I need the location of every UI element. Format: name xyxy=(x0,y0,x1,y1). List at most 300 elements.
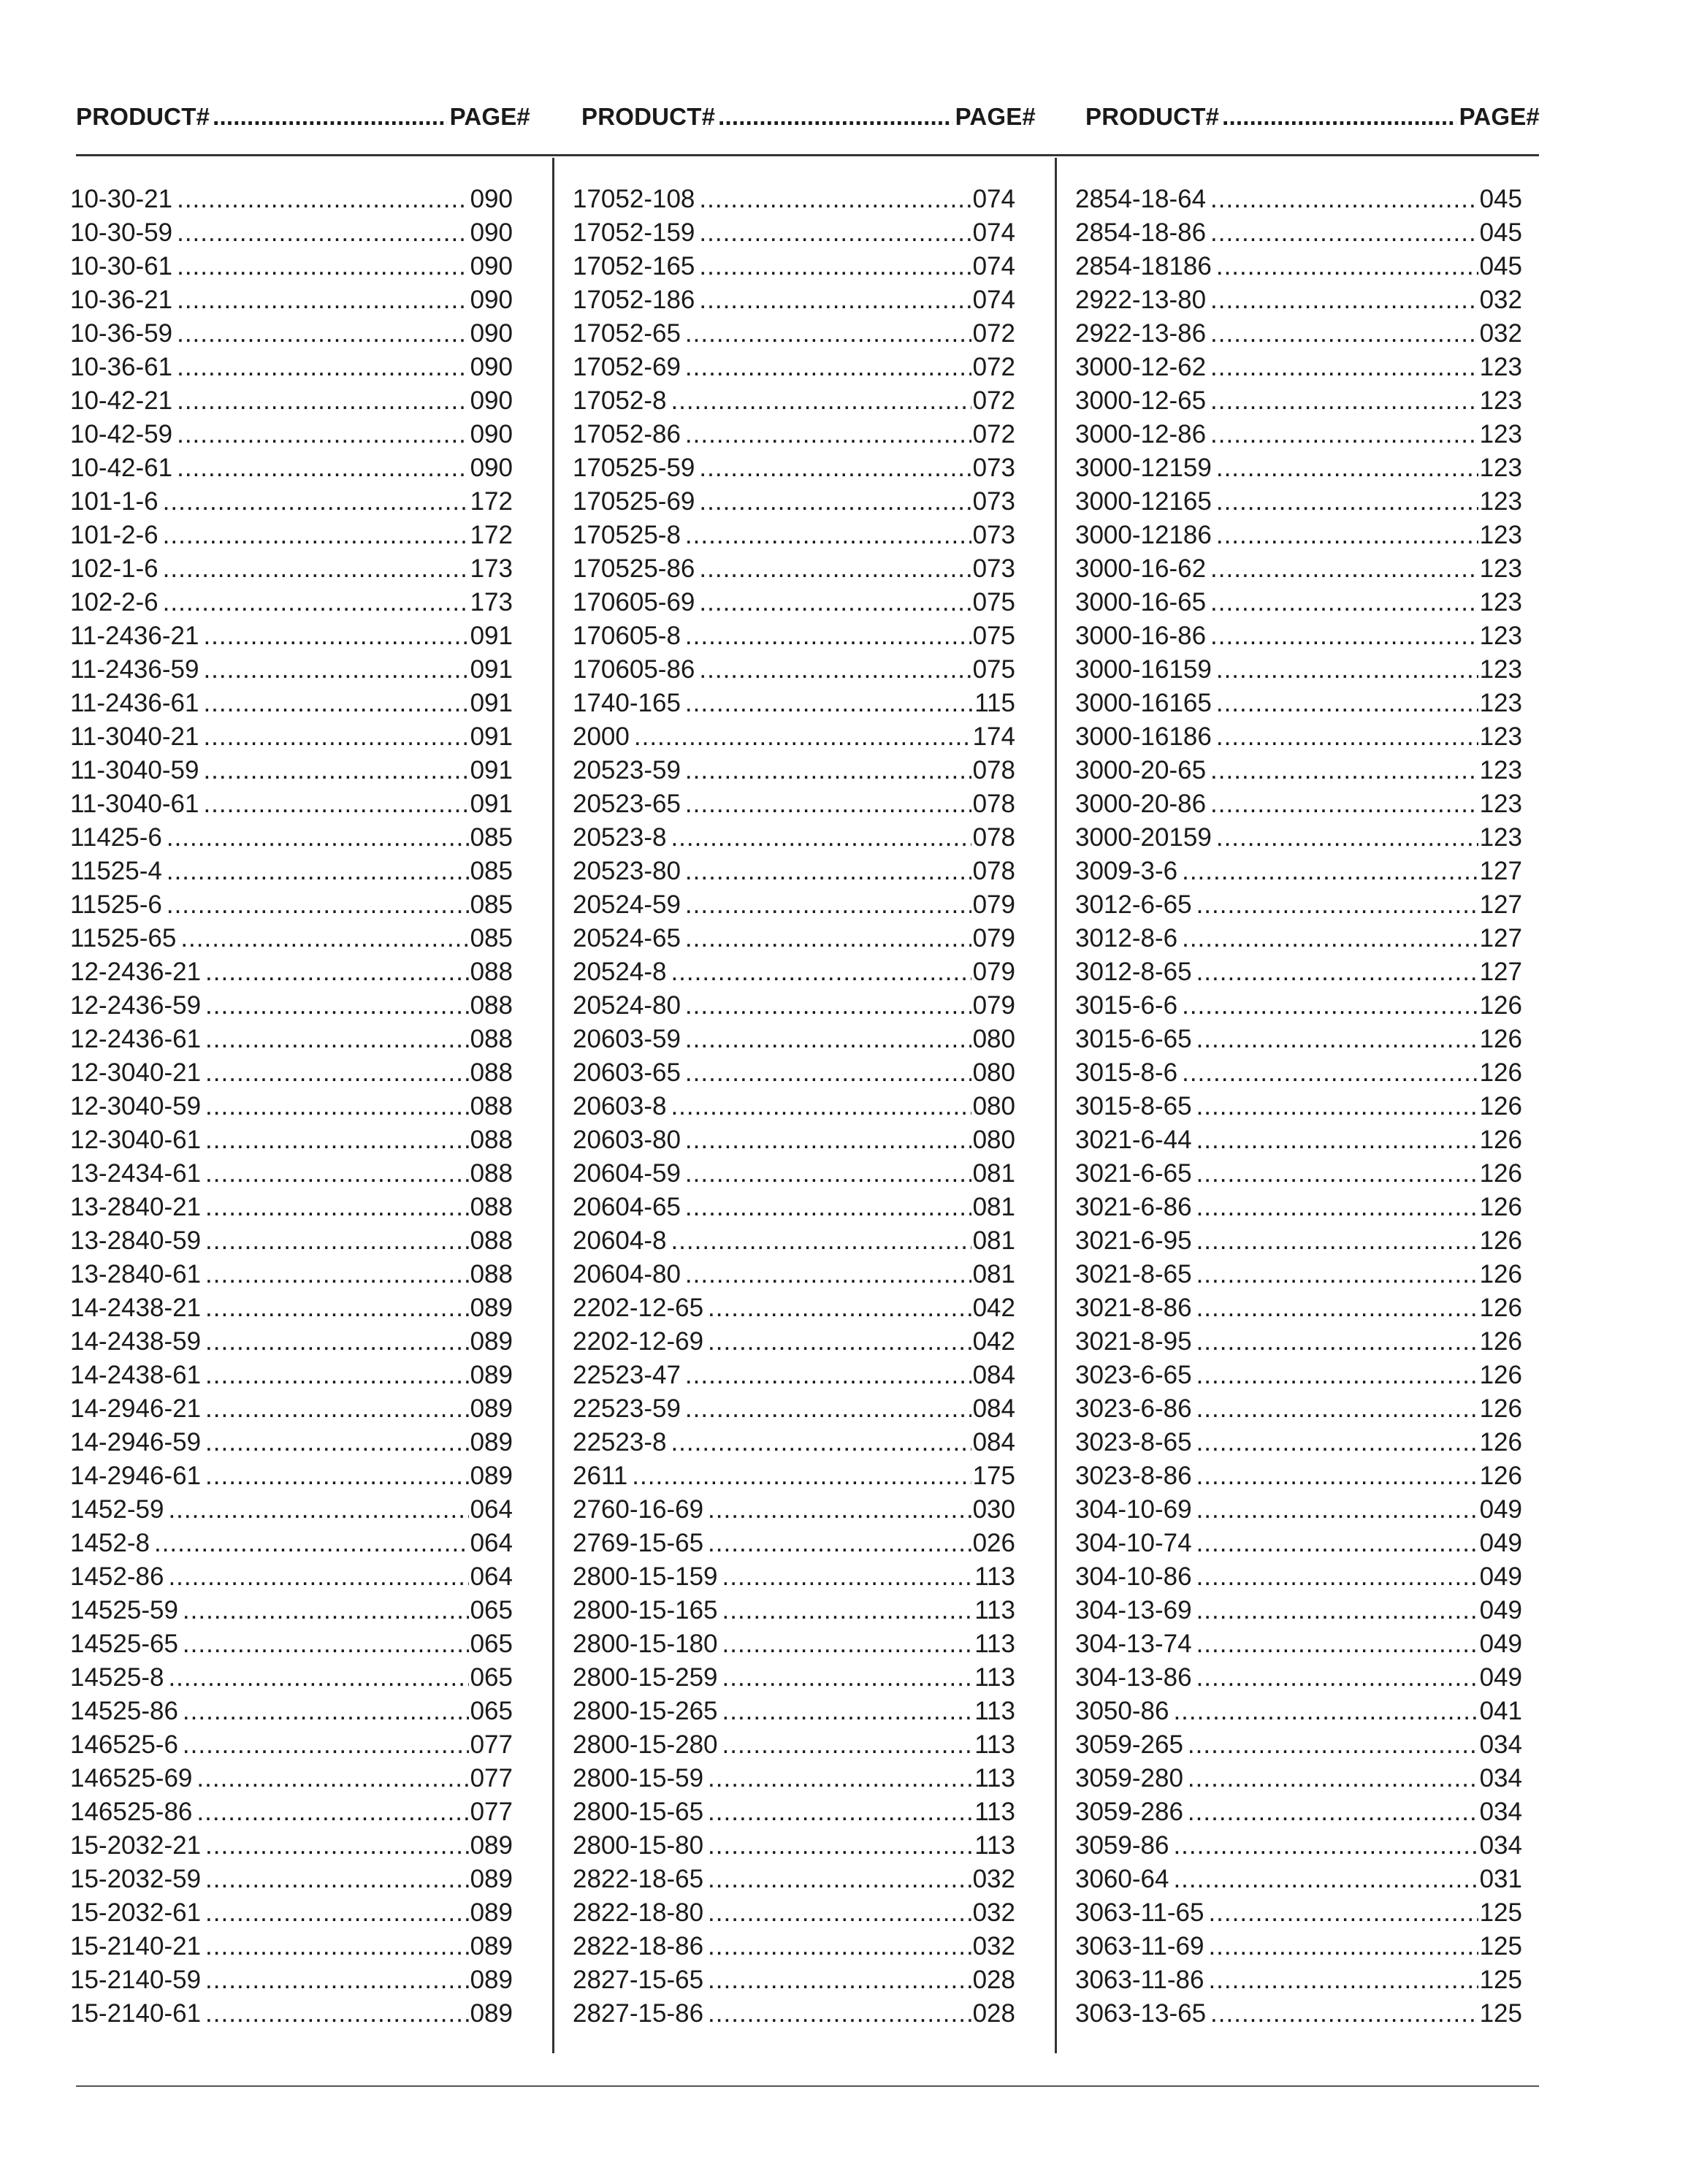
page-number: 081 xyxy=(972,1226,1015,1255)
leader-dots xyxy=(685,1258,971,1291)
page-number: 072 xyxy=(972,420,1015,448)
leader-dots xyxy=(1216,250,1478,283)
product-number: 3023-8-86 xyxy=(1075,1462,1192,1490)
page-number: 173 xyxy=(470,588,513,616)
leader-dots xyxy=(685,1157,971,1191)
index-entry xyxy=(1075,1392,1522,1426)
index-entry xyxy=(573,1493,1015,1527)
leader-dots xyxy=(1196,1191,1478,1224)
page-number: 123 xyxy=(1479,386,1522,415)
product-number: 304-10-69 xyxy=(1075,1495,1192,1524)
index-entry xyxy=(1075,821,1522,855)
page-number: 080 xyxy=(972,1025,1015,1053)
product-number: 10-30-61 xyxy=(70,252,173,280)
product-number: 2611 xyxy=(573,1462,628,1490)
index-entry xyxy=(573,586,1015,619)
product-number: 170605-86 xyxy=(573,655,695,684)
index-entry xyxy=(573,754,1015,787)
page-number: 123 xyxy=(1479,353,1522,381)
product-number: 10-42-61 xyxy=(70,454,173,482)
product-number: 170605-69 xyxy=(573,588,695,616)
product-number: 2800-15-265 xyxy=(573,1697,718,1725)
page-number: 172 xyxy=(470,521,513,549)
leader-dots xyxy=(167,888,469,922)
leader-dots xyxy=(1196,1426,1478,1459)
leader-dots xyxy=(1196,1258,1478,1291)
index-entry xyxy=(70,989,513,1023)
leader-dots xyxy=(183,1695,469,1728)
page-number: 090 xyxy=(470,218,513,247)
product-number: 17052-86 xyxy=(573,420,681,448)
product-number: 20604-59 xyxy=(573,1159,681,1188)
page-number: 123 xyxy=(1479,655,1522,684)
leader-dots xyxy=(205,1157,469,1191)
leader-dots xyxy=(196,1762,468,1795)
index-entry xyxy=(1075,317,1522,351)
product-number: 13-2840-59 xyxy=(70,1226,202,1255)
leader-dots xyxy=(154,1527,469,1560)
index-entry xyxy=(70,855,513,888)
index-entry xyxy=(70,787,513,821)
page-number: 032 xyxy=(972,1898,1015,1927)
page-number: 081 xyxy=(972,1260,1015,1288)
leader-dots xyxy=(183,1728,469,1762)
page-number: 031 xyxy=(1479,1865,1522,1893)
product-number: 2800-15-180 xyxy=(573,1630,718,1658)
index-entry xyxy=(70,888,513,922)
index-entry xyxy=(1075,1728,1522,1762)
product-number: 3023-6-86 xyxy=(1075,1394,1192,1423)
index-entry xyxy=(70,955,513,989)
page-number: 085 xyxy=(470,924,513,952)
product-number: 17052-186 xyxy=(573,286,695,314)
product-number: 3015-8-65 xyxy=(1075,1092,1192,1120)
index-entry xyxy=(1075,1493,1522,1527)
leader-dots xyxy=(671,821,971,855)
leader-dots xyxy=(1210,317,1478,351)
leader-dots xyxy=(1210,1997,1478,2031)
leader-dots xyxy=(1208,1896,1478,1930)
leader-dots xyxy=(671,1224,971,1258)
index-entry xyxy=(70,1594,513,1627)
index-entry xyxy=(1075,754,1522,787)
product-number: 170525-8 xyxy=(573,521,681,549)
product-number: 3000-20-65 xyxy=(1075,756,1207,784)
product-number: 3015-6-65 xyxy=(1075,1025,1192,1053)
page-number: 081 xyxy=(972,1159,1015,1188)
page-number: 091 xyxy=(470,756,513,784)
leader-dots xyxy=(1210,619,1478,653)
page-number: 123 xyxy=(1479,487,1522,516)
page-number: 126 xyxy=(1479,1193,1522,1221)
leader-dots xyxy=(205,1963,469,1997)
page-number: 126 xyxy=(1479,1058,1522,1087)
page-number: 077 xyxy=(470,1798,513,1826)
leader-dots xyxy=(699,250,971,283)
page-number: 026 xyxy=(972,1529,1015,1557)
page-number: 034 xyxy=(1479,1764,1522,1792)
index-entry xyxy=(1075,384,1522,418)
product-number: 2827-15-65 xyxy=(573,1966,704,1994)
product-number: 170525-86 xyxy=(573,554,695,583)
product-number: 3060-64 xyxy=(1075,1865,1169,1893)
page-number: 089 xyxy=(470,1932,513,1960)
product-number: 11-3040-61 xyxy=(70,790,199,818)
product-number: 14-2438-21 xyxy=(70,1294,202,1322)
leader-dots xyxy=(1196,1090,1478,1123)
index-entry xyxy=(70,1056,513,1090)
index-entry xyxy=(70,1459,513,1493)
page-number: 049 xyxy=(1479,1663,1522,1692)
index-entry xyxy=(1075,283,1522,317)
product-number: 2760-16-69 xyxy=(573,1495,704,1524)
column-header-3 xyxy=(1085,101,1540,156)
product-number: 20524-65 xyxy=(573,924,681,952)
index-entry xyxy=(70,451,513,485)
product-number: 146525-6 xyxy=(70,1730,178,1759)
product-number: 3021-6-65 xyxy=(1075,1159,1192,1188)
index-entry xyxy=(573,888,1015,922)
page-number: 079 xyxy=(972,958,1015,986)
product-number: 11425-6 xyxy=(70,823,162,852)
index-entry xyxy=(1075,1527,1522,1560)
product-number: 2822-18-80 xyxy=(573,1898,704,1927)
index-entry xyxy=(573,183,1015,216)
page-number: 049 xyxy=(1479,1596,1522,1624)
index-entry xyxy=(1075,1695,1522,1728)
index-entry xyxy=(1075,1325,1522,1359)
page-number: 126 xyxy=(1479,1260,1522,1288)
product-number: 3012-6-65 xyxy=(1075,890,1192,919)
leader-dots xyxy=(699,183,971,216)
page-number: 080 xyxy=(972,1126,1015,1154)
product-number: 17052-69 xyxy=(573,353,681,381)
page-number: 049 xyxy=(1479,1562,1522,1591)
product-number: 170525-59 xyxy=(573,454,695,482)
leader-dots xyxy=(203,787,468,821)
page-number: 089 xyxy=(470,1966,513,1994)
product-number: 304-10-86 xyxy=(1075,1562,1192,1591)
index-entry xyxy=(1075,1459,1522,1493)
leader-dots xyxy=(708,1762,973,1795)
page-number: 088 xyxy=(470,1025,513,1053)
leader-dots xyxy=(163,519,469,552)
product-number: 3021-8-86 xyxy=(1075,1294,1192,1322)
product-number: 3009-3-6 xyxy=(1075,857,1178,885)
leader-dots xyxy=(708,1291,971,1325)
index-entry xyxy=(573,418,1015,451)
index-entry xyxy=(70,619,513,653)
page-number: 090 xyxy=(470,353,513,381)
page-number: 123 xyxy=(1479,622,1522,650)
index-header xyxy=(76,101,1539,156)
page-number: 088 xyxy=(470,1193,513,1221)
page-number: 126 xyxy=(1479,1462,1522,1490)
page-number: 034 xyxy=(1479,1831,1522,1860)
index-entry xyxy=(1075,418,1522,451)
product-number: 304-10-74 xyxy=(1075,1529,1192,1557)
product-number: 15-2032-59 xyxy=(70,1865,202,1893)
page-number: 073 xyxy=(972,554,1015,583)
page-number: 077 xyxy=(470,1764,513,1792)
page-number: 090 xyxy=(470,286,513,314)
product-number: 3000-16165 xyxy=(1075,689,1212,717)
index-entry xyxy=(1075,989,1522,1023)
page-number: 175 xyxy=(972,1462,1015,1490)
page-number: 049 xyxy=(1479,1495,1522,1524)
leader-dots xyxy=(699,485,971,519)
product-number: 12-2436-59 xyxy=(70,991,202,1020)
leader-dots xyxy=(203,653,468,687)
leader-dots xyxy=(203,619,468,653)
page-number: 028 xyxy=(972,1999,1015,2028)
leader-dots xyxy=(205,1896,469,1930)
leader-dots xyxy=(168,1560,468,1594)
index-entry xyxy=(70,1728,513,1762)
product-number: 14525-65 xyxy=(70,1630,178,1658)
index-entry xyxy=(573,1594,1015,1627)
leader-dots xyxy=(1196,1527,1478,1560)
product-number: 11-3040-21 xyxy=(70,722,199,751)
leader-dots xyxy=(1210,418,1478,451)
page-number: 089 xyxy=(470,1394,513,1423)
leader-dots xyxy=(183,1627,469,1661)
product-number: 14-2438-59 xyxy=(70,1327,202,1356)
page-number: 078 xyxy=(972,756,1015,784)
leader-dots xyxy=(699,283,971,317)
leader-dots xyxy=(177,183,468,216)
product-number: 14-2946-21 xyxy=(70,1394,202,1423)
leader-dots xyxy=(205,1224,469,1258)
page-number: 089 xyxy=(470,1361,513,1389)
page-number: 126 xyxy=(1479,991,1522,1020)
page-number: 075 xyxy=(972,655,1015,684)
header-leader-dots xyxy=(718,101,952,133)
product-number: 14-2946-61 xyxy=(70,1462,202,1490)
index-entry xyxy=(1075,787,1522,821)
index-entry xyxy=(1075,1191,1522,1224)
index-entry xyxy=(1075,1359,1522,1392)
product-number: 2000 xyxy=(573,722,630,751)
page-number: 085 xyxy=(470,823,513,852)
index-entry xyxy=(70,1123,513,1157)
leader-dots xyxy=(1173,1695,1478,1728)
product-number: 11-2436-21 xyxy=(70,622,199,650)
page-number: 089 xyxy=(470,1831,513,1860)
index-entry xyxy=(70,1627,513,1661)
page-number: 090 xyxy=(470,454,513,482)
page-number: 028 xyxy=(972,1966,1015,1994)
page-number: 041 xyxy=(1479,1697,1522,1725)
leader-dots xyxy=(1210,183,1478,216)
page-number: 123 xyxy=(1479,689,1522,717)
product-number: 20523-59 xyxy=(573,756,681,784)
product-number: 20524-80 xyxy=(573,991,681,1020)
leader-dots xyxy=(685,619,971,653)
product-number: 14-2946-59 xyxy=(70,1428,202,1456)
page-number: 073 xyxy=(972,487,1015,516)
index-entry xyxy=(70,1359,513,1392)
leader-dots xyxy=(722,1594,974,1627)
leader-dots xyxy=(685,418,971,451)
page-number: 123 xyxy=(1479,823,1522,852)
index-entry xyxy=(573,1963,1015,1997)
index-entry xyxy=(70,1560,513,1594)
leader-dots xyxy=(1216,485,1478,519)
index-column-3 xyxy=(1075,183,1522,2031)
product-number: 17052-8 xyxy=(573,386,667,415)
index-entry xyxy=(1075,183,1522,216)
index-entry xyxy=(70,519,513,552)
leader-dots xyxy=(1173,1863,1478,1896)
page-number: 123 xyxy=(1479,521,1522,549)
index-entry xyxy=(1075,1963,1522,1997)
index-entry xyxy=(1075,552,1522,586)
index-entry xyxy=(70,1997,513,2031)
product-number: 15-2140-21 xyxy=(70,1932,202,1960)
index-entry xyxy=(573,955,1015,989)
page-number: 089 xyxy=(470,1294,513,1322)
index-entry xyxy=(573,1930,1015,1963)
index-entry xyxy=(1075,855,1522,888)
product-number: 3059-286 xyxy=(1075,1798,1183,1826)
product-number: 3059-86 xyxy=(1075,1831,1169,1860)
product-number: 14525-86 xyxy=(70,1697,178,1725)
page-number: 064 xyxy=(470,1562,513,1591)
page-number: 080 xyxy=(972,1092,1015,1120)
index-entry xyxy=(70,183,513,216)
leader-dots xyxy=(1216,821,1478,855)
leader-dots xyxy=(708,1829,973,1863)
page-number: 123 xyxy=(1479,722,1522,751)
page-number: 126 xyxy=(1479,1126,1522,1154)
leader-dots xyxy=(205,1291,469,1325)
leader-dots xyxy=(1208,1963,1478,1997)
leader-dots xyxy=(1216,720,1478,754)
index-entry xyxy=(573,989,1015,1023)
leader-dots xyxy=(1210,552,1478,586)
leader-dots xyxy=(1196,1224,1478,1258)
product-number: 17052-108 xyxy=(573,185,695,213)
index-entry xyxy=(70,1258,513,1291)
page-number: 113 xyxy=(974,1697,1015,1725)
product-number: 20523-80 xyxy=(573,857,681,885)
leader-dots xyxy=(167,821,469,855)
product-number: 2202-12-69 xyxy=(573,1327,704,1356)
product-number: 11-2436-59 xyxy=(70,655,199,684)
header-leader-dots xyxy=(213,101,446,133)
index-entry xyxy=(70,485,513,519)
index-entry xyxy=(573,485,1015,519)
product-number: 22523-59 xyxy=(573,1394,681,1423)
index-entry xyxy=(70,317,513,351)
page-number: 091 xyxy=(470,790,513,818)
column-header-2 xyxy=(581,101,1036,156)
leader-dots xyxy=(1182,855,1478,888)
page-number: 113 xyxy=(974,1764,1015,1792)
product-number: 14525-8 xyxy=(70,1663,164,1692)
page-number: 126 xyxy=(1479,1428,1522,1456)
page-number: 123 xyxy=(1479,554,1522,583)
product-number: 3012-8-6 xyxy=(1075,924,1178,952)
product-number: 170605-8 xyxy=(573,622,681,650)
product-number: 2800-15-165 xyxy=(573,1596,718,1624)
product-number: 14525-59 xyxy=(70,1596,178,1624)
index-entry xyxy=(1075,888,1522,922)
product-number: 3015-8-6 xyxy=(1075,1058,1178,1087)
leader-dots xyxy=(1196,1493,1478,1527)
page-number: 123 xyxy=(1479,420,1522,448)
product-number: 11525-6 xyxy=(70,890,162,919)
product-number: 15-2032-61 xyxy=(70,1898,202,1927)
leader-dots xyxy=(685,1123,971,1157)
page-header-label: PAGE# xyxy=(1459,103,1540,130)
product-number: 11525-65 xyxy=(70,924,177,952)
footer-divider xyxy=(76,2085,1539,2087)
product-number: 3021-8-65 xyxy=(1075,1260,1192,1288)
leader-dots xyxy=(203,754,468,787)
page-number: 078 xyxy=(972,790,1015,818)
leader-dots xyxy=(177,351,468,384)
page-number: 045 xyxy=(1479,185,1522,213)
leader-dots xyxy=(205,1459,469,1493)
page-number: 088 xyxy=(470,1226,513,1255)
product-number: 12-2436-21 xyxy=(70,958,202,986)
product-number: 3000-16-86 xyxy=(1075,622,1207,650)
leader-dots xyxy=(177,216,468,250)
page-number: 126 xyxy=(1479,1092,1522,1120)
page-number: 042 xyxy=(972,1327,1015,1356)
page-number: 074 xyxy=(972,185,1015,213)
leader-dots xyxy=(722,1560,974,1594)
product-number: 13-2840-21 xyxy=(70,1193,202,1221)
leader-dots xyxy=(205,1056,469,1090)
leader-dots xyxy=(205,989,469,1023)
page-number: 090 xyxy=(470,386,513,415)
page-number: 090 xyxy=(470,319,513,348)
product-number: 1452-8 xyxy=(70,1529,150,1557)
page-number: 126 xyxy=(1479,1361,1522,1389)
page-number: 081 xyxy=(972,1193,1015,1221)
page-number: 065 xyxy=(470,1630,513,1658)
product-number: 2822-18-86 xyxy=(573,1932,704,1960)
leader-dots xyxy=(1210,754,1478,787)
index-entry xyxy=(573,653,1015,687)
page-number: 089 xyxy=(470,1327,513,1356)
page-number: 064 xyxy=(470,1529,513,1557)
leader-dots xyxy=(685,989,971,1023)
page-number: 079 xyxy=(972,991,1015,1020)
index-entry xyxy=(573,1896,1015,1930)
column-divider-1 xyxy=(552,158,554,2053)
index-entry xyxy=(573,1090,1015,1123)
leader-dots xyxy=(177,317,468,351)
index-entry xyxy=(70,586,513,619)
leader-dots xyxy=(634,720,971,754)
page-number: 126 xyxy=(1479,1394,1522,1423)
index-entry xyxy=(573,1661,1015,1695)
index-entry xyxy=(70,418,513,451)
page-number: 079 xyxy=(972,924,1015,952)
page-number: 077 xyxy=(470,1730,513,1759)
page-number: 089 xyxy=(470,1428,513,1456)
product-number: 3063-13-65 xyxy=(1075,1999,1207,2028)
leader-dots xyxy=(205,1325,469,1359)
index-entry xyxy=(70,1863,513,1896)
index-entry xyxy=(573,451,1015,485)
index-entry xyxy=(573,1863,1015,1896)
leader-dots xyxy=(1196,1560,1478,1594)
